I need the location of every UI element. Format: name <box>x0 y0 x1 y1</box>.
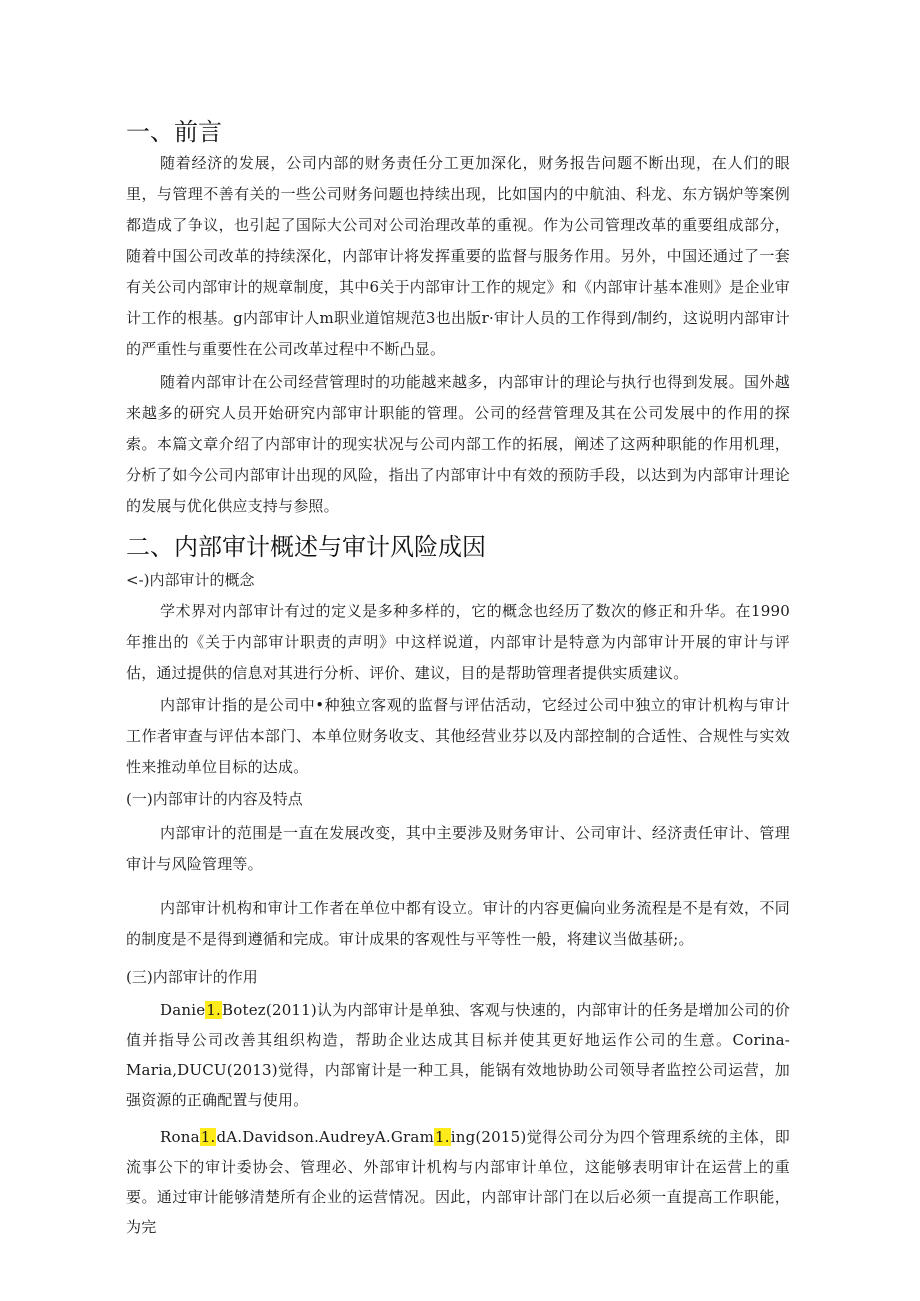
section2-para3: 内部审计的范围是一直在发展改变，其中主要涉及财务审计、公司审计、经济责任审计、管理审计与风险管理等。 <box>126 824 790 873</box>
highlight-mark: 1. <box>206 1001 222 1019</box>
para6-text-c: ing(2015)觉得公司分为四个管理系统的主体，即流事公下的审计委协会、管理必、外部审计机构与内部审计单位，这能够表明审计在运营上的重要。通过审计能够清楚所有企业的运营情况。因此，内部审计部门在以后必须一直提高工作职能，为完 <box>126 1128 790 1236</box>
section2-sub2: (一)内部审计的内容及特点 <box>126 790 303 808</box>
para5-text-rest: Botez(2011)认为内部审计是单独、客观与快速的，内部审计的任务是增加公司的价值并指导公司改善其组织构造，帮助企业达成其目标并使其更好地运作公司的生意。Corina-Maria,DUCU(2013)觉得，内部甯计是一种工具，能锅有效地协助公司领导者监控公司运营，加强资源的正确配置与使用。 <box>126 1001 790 1109</box>
section2-sub1: <-)内部审计的概念 <box>126 571 255 589</box>
highlight-mark: 1. <box>435 1128 450 1146</box>
section2-heading: 二、内部审计概述与审计风险成因 <box>126 533 486 561</box>
section2-para2: 内部审计指的是公司中•种独立客观的监督与评估活动，它经过公司中独立的审计机构与审计工作者审查与评估本部门、本单位财务收支、其他经营业芬以及内部控制的合适性、合规性与实效性来推动单位目标的达成。 <box>126 696 790 776</box>
section2-sub3: (三)内部审计的作用 <box>126 968 258 986</box>
section2-para5 <box>126 995 790 1115</box>
section2-para1: 学术界对内部审计有过的定义是多种多样的，它的概念也经历了数次的修正和升华。在1990年推出的《关于内部审计职责的声明》中这样说道，内部审计是特意为内部审计开展的审计与评估，通过提供的信息对其进行分析、评价、建议，目的是帮助管理者提供实质建议。 <box>126 602 790 682</box>
para5-text-start: Danie <box>160 1001 206 1019</box>
para6-text-b: dA.Davidson.AudreyA.Gram <box>216 1128 434 1146</box>
highlight-mark: 1. <box>200 1128 216 1146</box>
section1-para2: 随着内部审计在公司经营管理时的功能越来越多，内部审计的理论与执行也得到发展。国外越来越多的研究人员开始研究内部审计职能的管理。公司的经营管理及其在公司发展中的作用的探索。本篇文章介绍了内部审计的现实状况与公司内部工作的拓展，阐述了这两种职能的作用机理，分析了如今公司内部审计出现的风险，指出了内部审计中有效的预防手段，以达到为内部审计理论的发展与优化供应支持与参照。 <box>126 373 790 515</box>
para6-text-a: Rona <box>160 1128 200 1146</box>
section1-para1: 随着经济的发展，公司内部的财务责任分工更加深化，财务报告问题不断出现，在人们的眼里，与管理不善有关的一些公司财务问题也持续出现，比如国内的中航油、科龙、东方锅炉等案例都造成了争议，也引起了国际大公司对公司治理改革的重视。作为公司管理改革的重要组成部分，随着中国公司改革的持续深化，内部审计将发挥重要的监督与服务作用。另外，中国还通过了一套有关公司内部审计的规章制度，其中6关于内部审计工作的规定》和《内部审计基本准则》是企业审计工作的根基。g内部审计人m职业道馆规范3也出版r·审计人员的工作得到/制约，这说明内部审计的严重性与重要性在公司改革过程中不断凸显。 <box>126 154 790 358</box>
section2-para6 <box>126 1122 790 1242</box>
section1-heading: 一、前言 <box>126 118 222 146</box>
section2-para4: 内部审计机构和审计工作者在单位中都有设立。审计的内容更偏向业务流程是不是有效，不同的制度是不是得到遵循和完成。审计成果的客观性与平等性一般，将建议当做基研;。 <box>126 899 790 948</box>
